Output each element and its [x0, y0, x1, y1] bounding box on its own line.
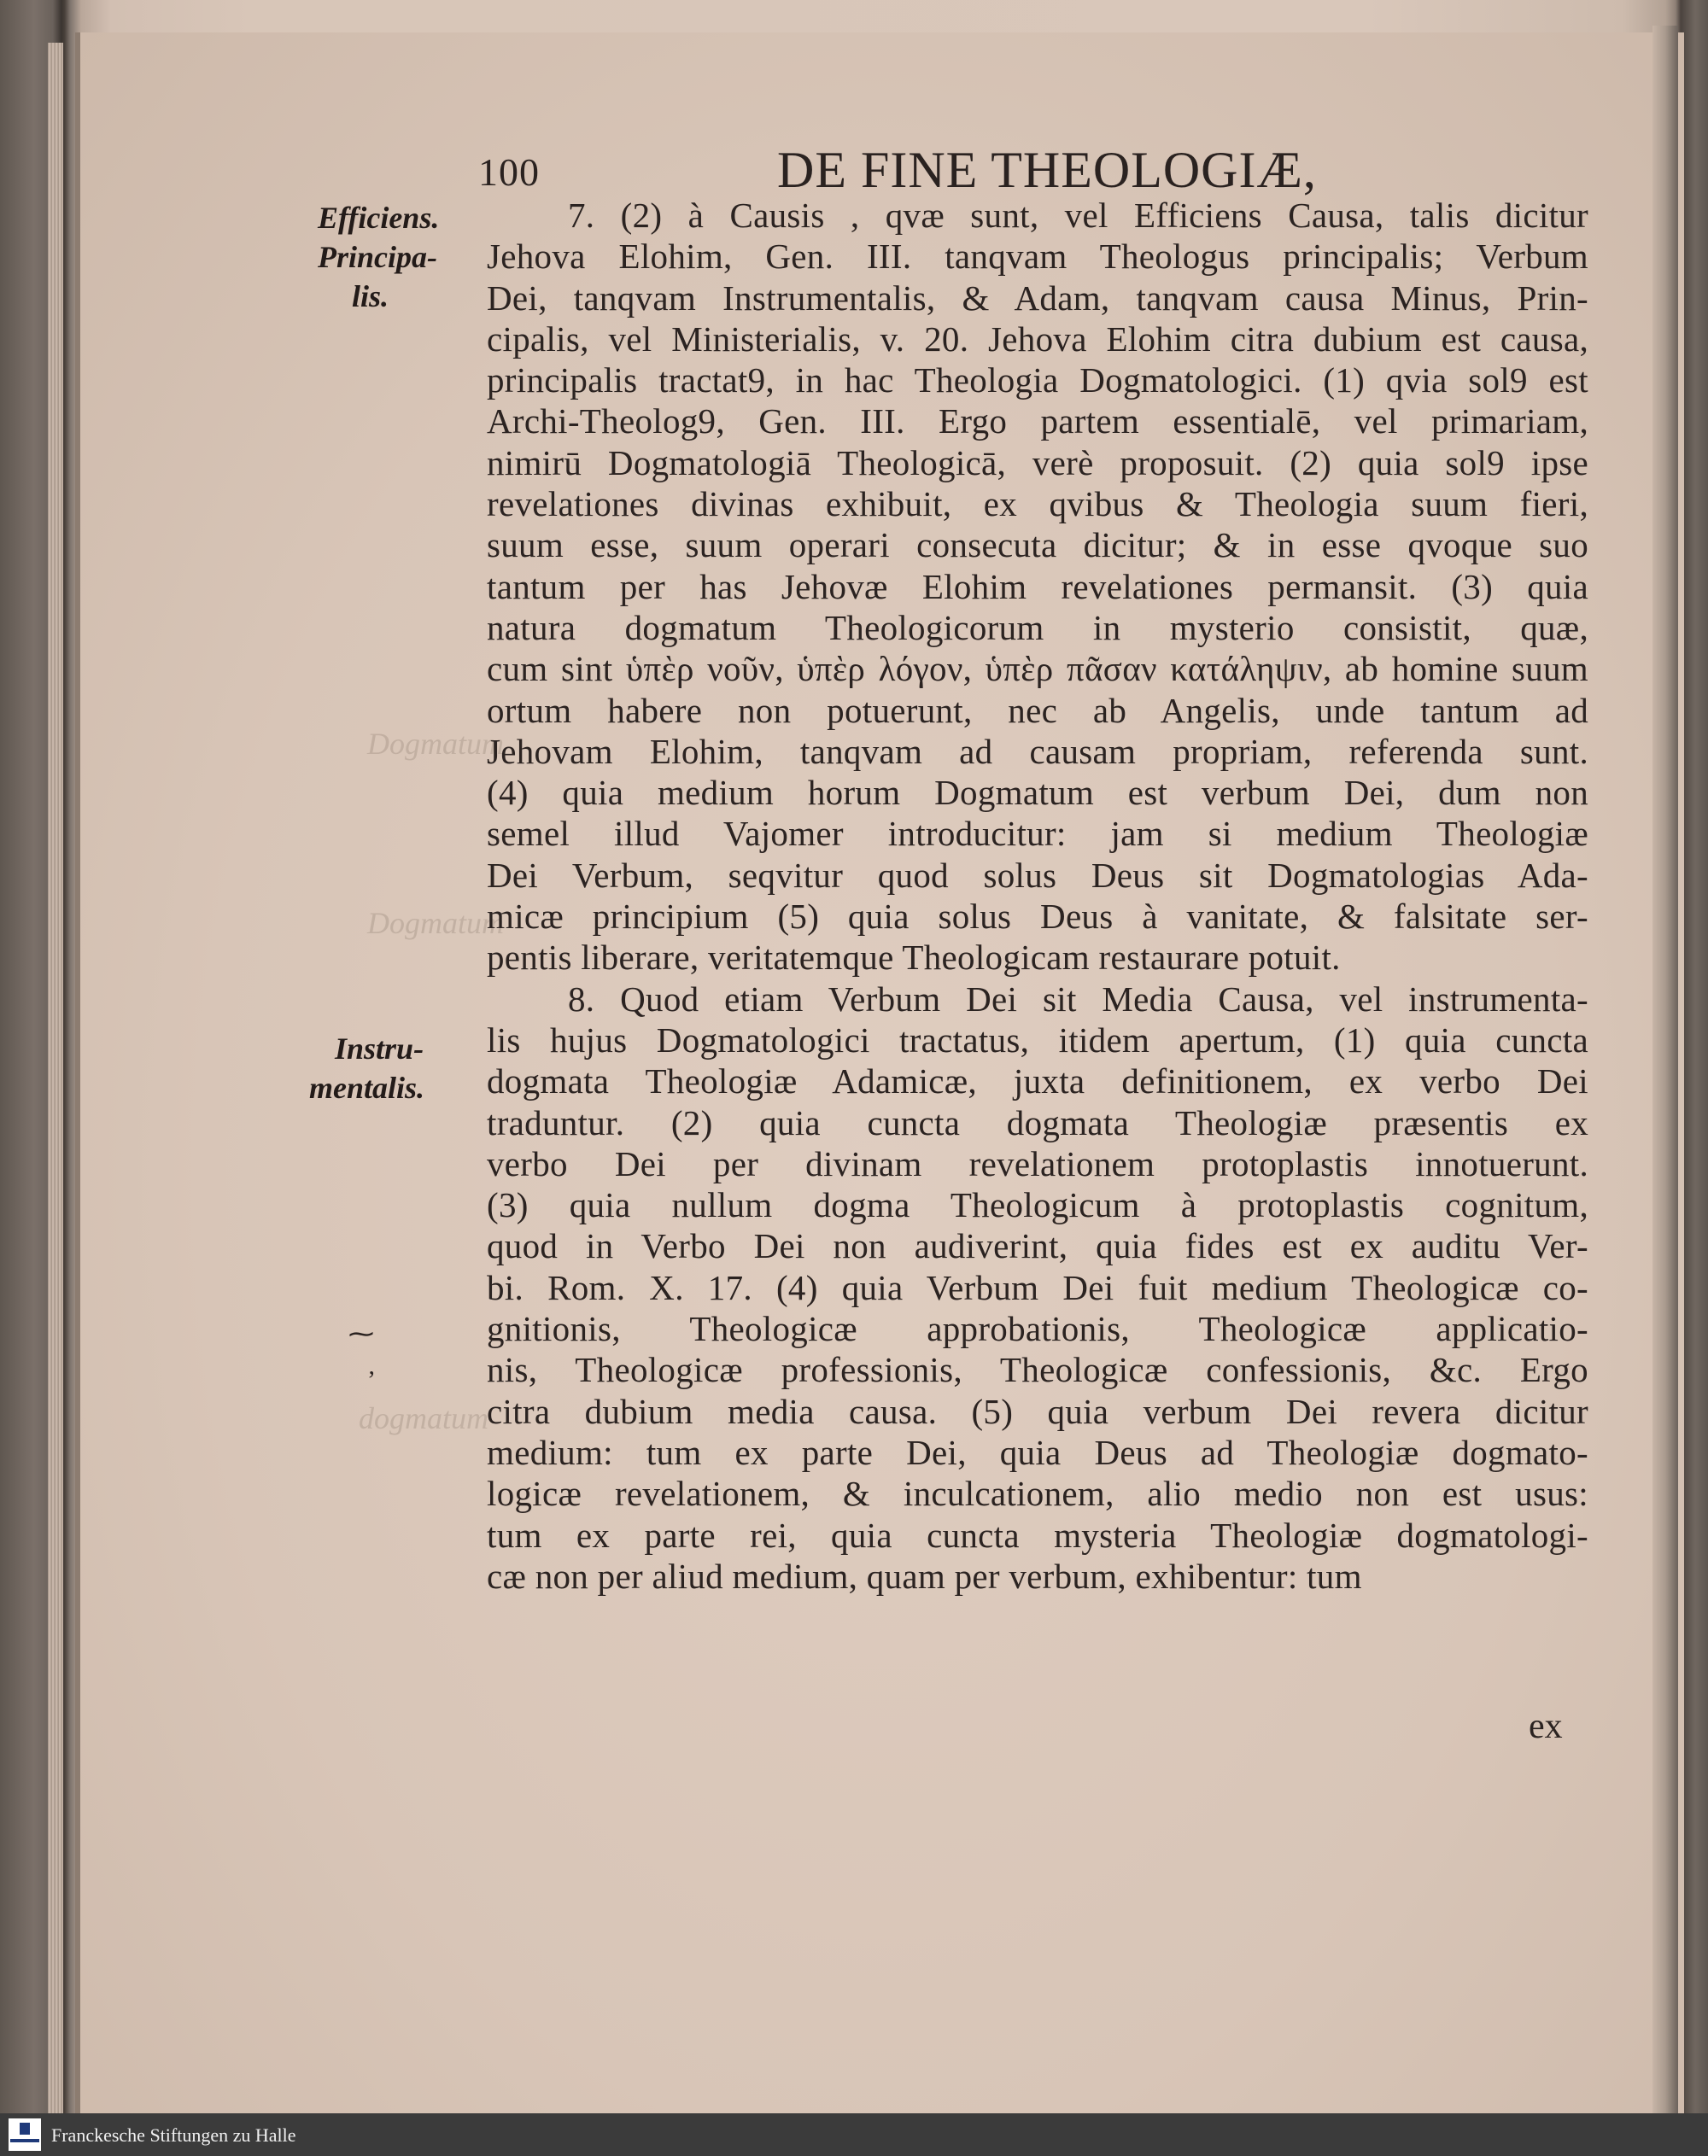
text-line: Jehovam Elohim, tanqvam ad causam propriam, referenda sunt. [487, 731, 1588, 771]
text-line: 7. (2) à Causis , qvæ sunt, vel Efficiens Causa, talis dicitur [568, 196, 1588, 235]
text-line: principalis tractat9, in hac Theologia Dogmatologici. (1) qvia sol9 est [487, 360, 1588, 400]
text-line: cæ non per aliud medium, quam per verbum, exhibentur: tum [487, 1556, 1362, 1596]
text-line: cipalis, vel Ministerialis, v. 20. Jehova Elohim citra dubium est causa, [487, 318, 1588, 359]
ink-mark-decoration: ⁓ [348, 1320, 374, 1348]
text-line: logicæ revelationem, & inculcationem, alio medio non est usus: [487, 1474, 1588, 1514]
margin-note-instrumentalis [309, 1029, 425, 1107]
margin-note-line: Instru- [335, 1031, 424, 1066]
text-line: tantum per has Jehovæ Elohim revelationes permansit. (3) quia [487, 566, 1588, 606]
text-line: (4) quia medium horum Dogmatum est verbum Dei, dum non [487, 773, 1588, 813]
text-line: revelationes divinas exhibuit, ex qvibus & Theologia suum fieri, [487, 484, 1588, 524]
text-line: nimirū Dogmatologiā Theologicā, verè proposuit. (2) quia sol9 ipse [487, 442, 1588, 482]
text-line: (3) quia nullum dogma Theologicum à protoplastis cognitum, [487, 1185, 1588, 1225]
show-through-text: dogmatum [359, 1401, 488, 1435]
running-title: DE FINE THEOLOGIÆ, [777, 142, 1317, 198]
page-number: 100 [478, 150, 540, 194]
text-line: gnitionis, Theologicæ approbationis, Theologicæ applicatio- [487, 1309, 1588, 1349]
text-line: nis, Theologicæ professionis, Theologicæ confessionis, &c. Ergo [487, 1350, 1588, 1390]
text-line: dogmata Theologiæ Adamicæ, juxta definitionem, ex verbo Dei [487, 1061, 1588, 1101]
text-line: Jehova Elohim, Gen. III. tanqvam Theologus principalis; Verbum [487, 237, 1588, 277]
ink-mark-decoration: ʼ [367, 1366, 376, 1394]
text-line: semel illud Vajomer introducitur: jam si medium Theologiæ [487, 814, 1588, 854]
text-line: ortum habere non potuerunt, nec ab Angelis, unde tantum ad [487, 690, 1588, 730]
text-line: tum ex parte rei, quia cuncta mysteria Theologiæ dogmatologi- [487, 1515, 1588, 1555]
margin-note-line: mentalis. [309, 1071, 425, 1105]
institution-name: Franckesche Stiftungen zu Halle [51, 2124, 296, 2146]
institution-logo-icon [20, 2123, 30, 2135]
text-line: Dei Verbum, seqvitur quod solus Deus sit Dogmatologias Ada- [487, 855, 1588, 895]
margin-note-efficiens [318, 198, 439, 316]
book-page-edge-right [1652, 26, 1678, 2113]
margin-note-line: lis. [352, 279, 389, 313]
text-line: traduntur. (2) quia cuncta dogmata Theologiæ præsentis ex [487, 1102, 1588, 1142]
text-line: quod in Verbo Dei non audiverint, quia fides est ex auditu Ver- [487, 1226, 1588, 1266]
page-header [478, 141, 1317, 201]
text-line: Archi-Theolog9, Gen. III. Ergo partem essentialē, vel primariam, [487, 401, 1588, 441]
text-line: medium: tum ex parte Dei, quia Deus ad Theologiæ dogmato- [487, 1432, 1588, 1472]
book-page-edges-left [48, 43, 63, 2113]
catchword: ex [1529, 1707, 1563, 1746]
text-line: citra dubium media causa. (5) quia verbum Dei revera dicitur [487, 1391, 1588, 1431]
show-through-text: Dogmatum [367, 727, 504, 761]
text-line: natura dogmatum Theologicorum in mysterio consistit, quæ, [487, 607, 1588, 647]
footer-bar [0, 2113, 1708, 2156]
institution-logo-wordmark [10, 2139, 39, 2142]
text-line: cum sint ὑπὲρ νοῦν, ὑπὲρ λόγον, ὑπὲρ πᾶσαν κατάληψιν, ab homine suum [487, 649, 1588, 689]
text-line: micæ principium (5) quia solus Deus à vanitate, & falsitate ser- [487, 897, 1588, 937]
institution-logo [9, 2118, 41, 2151]
text-line: suum esse, suum operari consecuta dicitur; & in esse qvoque suo [487, 525, 1588, 565]
text-line: verbo Dei per divinam revelationem protoplastis innotuerunt. [487, 1143, 1588, 1183]
body-text [487, 195, 1588, 1597]
text-line: pentis liberare, veritatemque Theologicam restaurare potuit. [487, 938, 1341, 978]
show-through-text: Dogmatum [367, 906, 504, 940]
text-line: lis hujus Dogmatologici tractatus, itidem apertum, (1) quia cuncta [487, 1020, 1588, 1060]
text-line: 8. Quod etiam Verbum Dei sit Media Causa, vel instrumenta- [568, 979, 1588, 1019]
text-line: bi. Rom. X. 17. (4) quia Verbum Dei fuit medium Theologicæ co- [487, 1267, 1588, 1307]
margin-note-line: Principa- [318, 240, 437, 274]
text-line: Dei, tanqvam Instrumentalis, & Adam, tanqvam causa Minus, Prin- [487, 278, 1588, 318]
margin-note-line: Efficiens. [318, 201, 440, 235]
